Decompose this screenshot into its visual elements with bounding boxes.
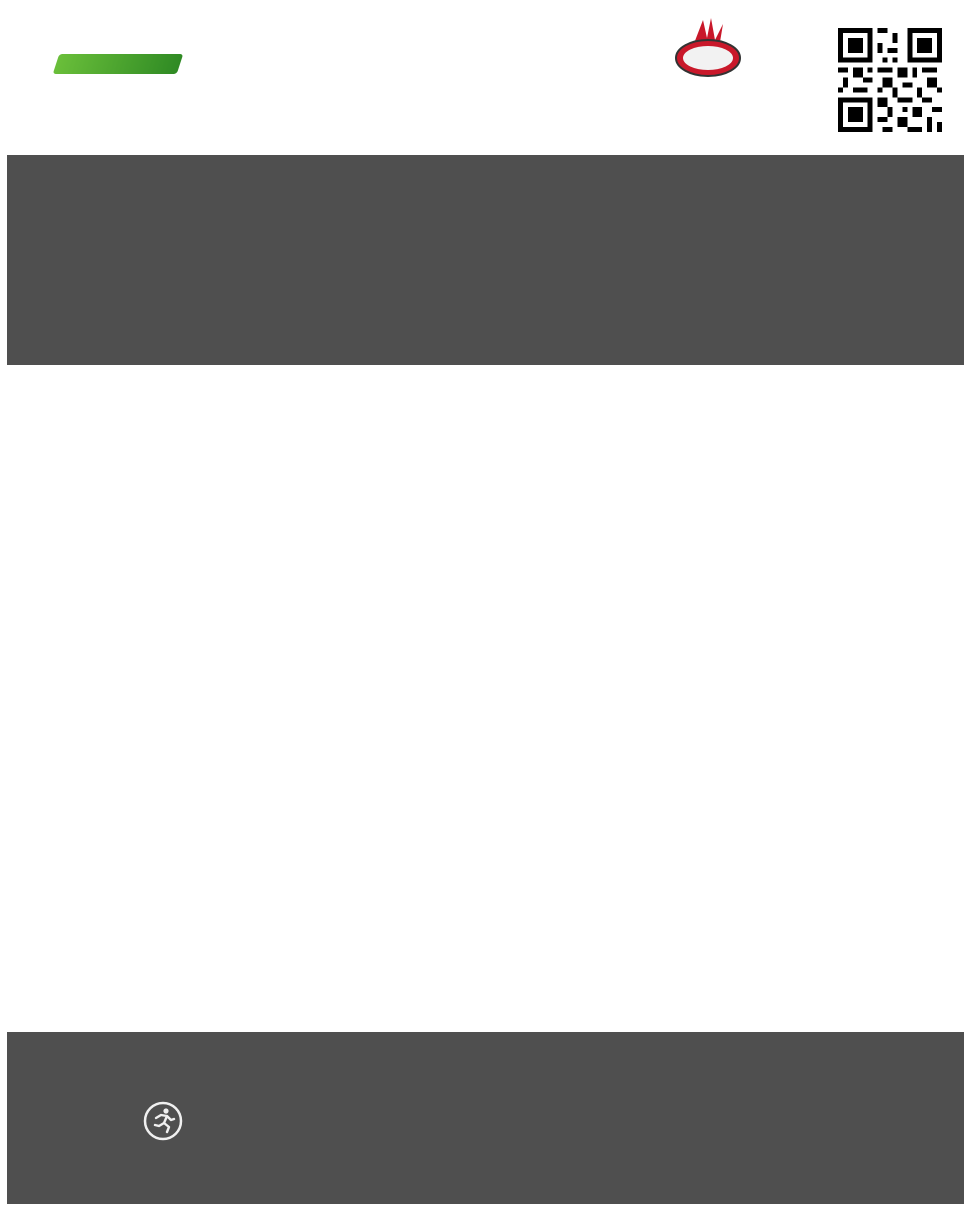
east-end-logo <box>52 18 184 84</box>
step-1 <box>49 254 68 272</box>
step-2 <box>49 272 68 288</box>
product-grid <box>6 370 964 1020</box>
store-header-panel <box>7 155 964 365</box>
moriches-team-logo <box>673 16 743 82</box>
step-3 <box>49 288 68 304</box>
logo-row <box>0 0 973 150</box>
footer-panel <box>7 1032 964 1204</box>
qr-code[interactable] <box>838 28 942 132</box>
ordermygear-runner-icon <box>143 1101 183 1141</box>
steps-list <box>49 254 68 304</box>
east-end-logo-bar <box>53 54 183 74</box>
